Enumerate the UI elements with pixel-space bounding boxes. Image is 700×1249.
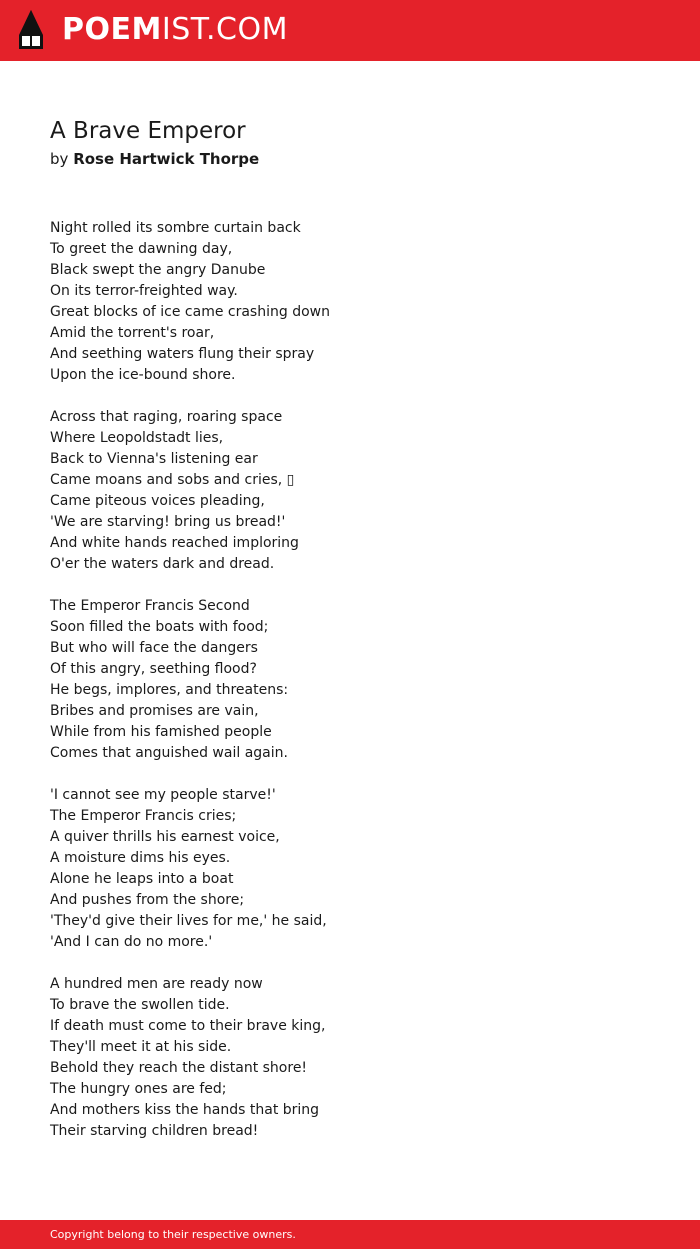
pencil-tip-icon[interactable]: [17, 9, 45, 51]
site-header: [0, 0, 700, 61]
site-logo[interactable]: [62, 12, 288, 48]
poem-line: Black swept the angry Danube: [50, 262, 266, 278]
poem-line: Alone he leaps into a boat: [50, 871, 234, 887]
poem-line: Back to Vienna's listening ear: [50, 451, 258, 467]
poem-line: While from his famished people: [50, 724, 272, 740]
poem-stanza: [50, 218, 650, 386]
poem-line: But who will face the dangers: [50, 640, 258, 656]
poem-stanza: [50, 974, 650, 1142]
poem-line: Their starving children bread!: [50, 1123, 259, 1139]
poem-line: Upon the ice-bound shore.: [50, 367, 236, 383]
poem-line: Bribes and promises are vain,: [50, 703, 259, 719]
poem-line: A moisture dims his eyes.: [50, 850, 231, 866]
poem-line: Of this angry, seething flood?: [50, 661, 257, 677]
copyright-text: Copyright belong to their respective owners.: [50, 1228, 296, 1241]
poem-byline: [50, 148, 259, 170]
by-label: by: [50, 150, 69, 168]
poem-line: 'I cannot see my people starve!': [50, 787, 276, 803]
poem-line: Great blocks of ice came crashing down: [50, 304, 330, 320]
poem-line: Came piteous voices pleading,: [50, 493, 265, 509]
poem-line: To greet the dawning day,: [50, 241, 233, 257]
poem-line: The hungry ones are fed;: [50, 1081, 227, 1097]
poem-line: Comes that anguished wail again.: [50, 745, 288, 761]
poem-line: O'er the waters dark and dread.: [50, 556, 275, 572]
poem-body: [50, 218, 650, 1163]
poem-line: 'And I can do no more.': [50, 934, 213, 950]
poem-line: Across that raging, roaring space: [50, 409, 283, 425]
poem-line: Came moans and sobs and cries, ▯: [50, 472, 295, 488]
poem-line: A hundred men are ready now: [50, 976, 263, 992]
poem-line: A quiver thrills his earnest voice,: [50, 829, 280, 845]
poem-line: On its terror-freighted way.: [50, 283, 238, 299]
poem-line: Night rolled its sombre curtain back: [50, 220, 301, 236]
poem-line: And white hands reached imploring: [50, 535, 299, 551]
poem-author: Rose Hartwick Thorpe: [73, 150, 260, 168]
poem-stanza: [50, 596, 650, 764]
site-footer: [0, 1220, 700, 1249]
poem-stanza: [50, 407, 650, 575]
poem-line: And pushes from the shore;: [50, 892, 245, 908]
poem-line: Where Leopoldstadt lies,: [50, 430, 224, 446]
poem-line: The Emperor Francis Second: [50, 598, 250, 614]
poem-line: To brave the swollen tide.: [50, 997, 230, 1013]
poem-line: The Emperor Francis cries;: [50, 808, 237, 824]
poem-line: Behold they reach the distant shore!: [50, 1060, 308, 1076]
poem-line: They'll meet it at his side.: [50, 1039, 232, 1055]
poem-stanza: [50, 785, 650, 953]
poem-line: He begs, implores, and threatens:: [50, 682, 289, 698]
poem-line: And seething waters flung their spray: [50, 346, 315, 362]
logo-bold-text: POEM: [62, 12, 162, 47]
poem-line: 'We are starving! bring us bread!': [50, 514, 286, 530]
poem-line: If death must come to their brave king,: [50, 1018, 326, 1034]
poem-line: And mothers kiss the hands that bring: [50, 1102, 320, 1118]
logo-light-text: IST.COM: [161, 12, 288, 47]
poem-line: Amid the torrent's roar,: [50, 325, 215, 341]
poem-line: Soon filled the boats with food;: [50, 619, 269, 635]
poem-line: 'They'd give their lives for me,' he said,: [50, 913, 327, 929]
poem-title: A Brave Emperor: [50, 118, 246, 144]
